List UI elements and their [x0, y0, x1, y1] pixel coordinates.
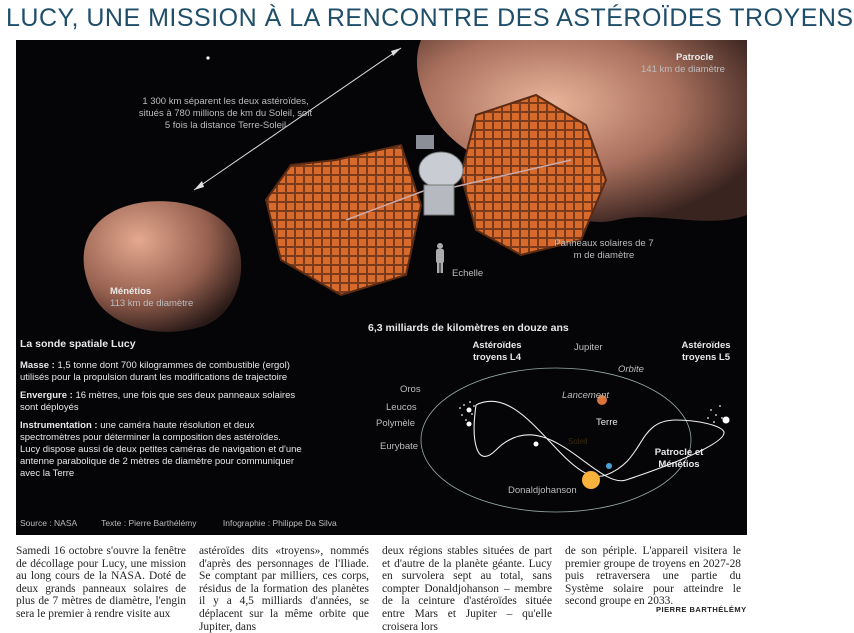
label-lancement: Lancement — [562, 390, 610, 401]
label-terre: Terre — [596, 417, 618, 428]
mass-text: 1,5 tonne dont 700 kilogrammes de combustible (ergol) utilisés pour la propulsion durant les modifications de trajectoire — [20, 360, 290, 383]
label-donaldjohanson: Donaldjohanson — [508, 485, 577, 496]
polymele-marker — [467, 422, 472, 427]
sun — [582, 471, 600, 489]
label-leucos: Leucos — [386, 402, 417, 413]
label-soleil: Soleil — [568, 437, 588, 446]
patrocle-size: 141 km de diamètre — [641, 64, 725, 75]
span-label: Envergure : — [20, 390, 73, 401]
label-oros: Oros — [400, 384, 421, 395]
menetios-asteroid — [84, 201, 242, 332]
probe-heading: La sonde spatiale Lucy — [20, 338, 136, 350]
donaldjohanson-marker — [534, 442, 539, 447]
credit-text: Texte : Pierre Barthélémy — [101, 518, 197, 528]
patrocle-name: Patrocle — [676, 52, 714, 63]
menetios-size: 113 km de diamètre — [110, 298, 194, 309]
article-signature: PIERRE BARTHÉLÉMY — [656, 605, 747, 614]
distance-note: 1 300 km séparent les deux astéroïdes, situés à 780 millions de km du Soleil, soit 5 fois la distance Terre-Soleil — [138, 96, 313, 131]
orbit-diagram — [376, 340, 746, 525]
probe-specs — [20, 338, 310, 480]
probe-instr2: Lucy dispose aussi de deux petites caméras de navigation et d'une antenne parabolique de 2 mètres de diamètre pour communiquer avec la Terre — [20, 444, 302, 479]
label-orbite: Orbite — [618, 364, 644, 375]
instr-label: Instrumentation : — [20, 420, 98, 431]
infographic-panel — [16, 40, 747, 535]
orbit-heading: 6,3 milliards de kilomètres en douze ans — [368, 322, 569, 334]
patrocle-marker — [723, 417, 730, 424]
article-col-2: astéroïdes dits «troyens», nommés d'après des personnages de l'Iliade. Se comptant par milliers, ces corps, résidus de la formation des planètes il y a 4,5 milliards d'années, se déplacent sur la même orbite que Jupiter, dans — [199, 545, 369, 633]
label-eurybate: Eurybate — [380, 441, 419, 452]
instr-text: une caméra haute résolution et deux spectromètres pour déterminer la composition des astéroïdes. — [20, 420, 281, 443]
earth — [606, 463, 612, 469]
article-col-1: Samedi 16 octobre s'ouvre la fenêtre de décollage pour Lucy, une mission au long cours de la NASA. Doté de deux grands panneaux solaires de plus de 7 mètres de diamètre, l'engin sera le premier à rendre visite aux — [16, 545, 186, 620]
mass-label: Masse : — [20, 360, 55, 371]
label-l4: Astéroïdes troyens L4 — [472, 340, 522, 363]
span-text: 16 mètres, une fois que ses deux panneaux solaires sont déployés — [20, 390, 296, 413]
menetios-name: Ménétios — [110, 286, 152, 297]
panels-label: Panneaux solaires de 7 m de diamètre — [554, 238, 654, 261]
probe-span — [20, 390, 310, 414]
probe-instr — [20, 420, 310, 444]
label-jupiter: Jupiter — [574, 342, 603, 353]
article-col-3: deux régions stables situées de part et d'autre de la planète géante. Lucy en survolera sept au total, sans compter Donaldjohanson – membre de la ceinture d'astéroïdes située entre Mars et Jupiter – qu'elle croisera lors — [382, 545, 552, 633]
oros-marker — [467, 408, 472, 413]
solar-panel-left — [266, 145, 426, 295]
scale-figure — [436, 243, 444, 273]
credits — [20, 518, 337, 528]
scale-label: Echelle — [452, 268, 484, 279]
probe-body — [416, 135, 463, 215]
article-col-4: de son périple. L'appareil visitera le premier groupe de troyens en 2027-28 puis retraversera une partie du Système solaire pour atteindre le second groupe en 2033. — [565, 545, 741, 608]
label-l5: Astéroïdes troyens L5 — [681, 340, 731, 363]
label-patrocle-menetios: Patrocle et Ménétios — [654, 447, 704, 470]
label-polymele: Polymèle — [376, 418, 416, 429]
l5-swarm — [707, 405, 723, 423]
probe-mass — [20, 360, 310, 384]
page-title: LUCY, UNE MISSION À LA RENCONTRE DES ASTÉROÏDES TROYENS — [6, 4, 854, 32]
credit-source: Source : NASA — [20, 518, 77, 528]
credit-infographic: Infographie : Philippe Da Silva — [222, 518, 337, 528]
